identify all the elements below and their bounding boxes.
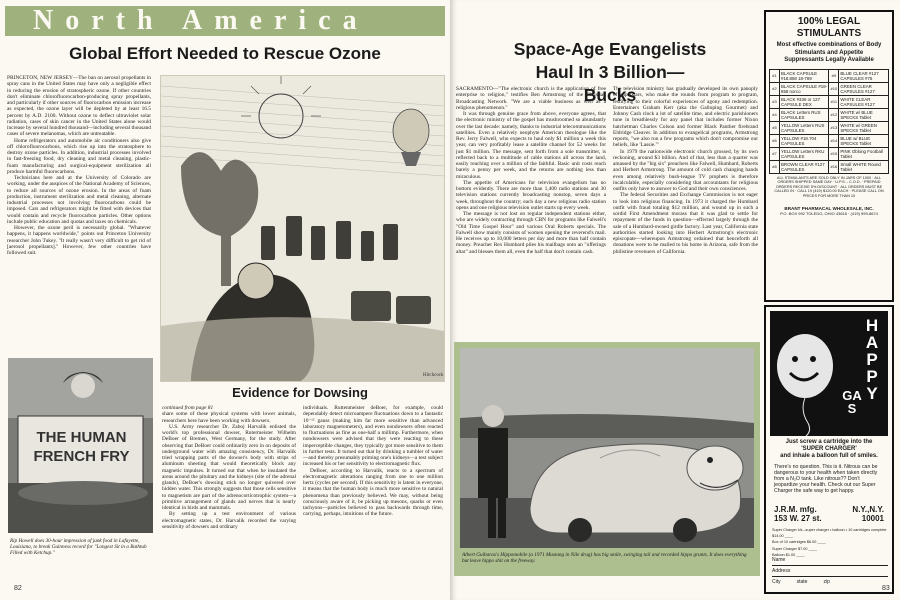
ozone-article-column: [7, 75, 151, 371]
right-page: [450, 0, 900, 600]
form-city-label: City: [772, 579, 781, 585]
stimulant-number: #13: [829, 121, 839, 134]
right-page-number: 83: [882, 585, 890, 592]
stimulant-description: YELLOW Letters RKU CAPSULES: [780, 147, 829, 160]
evangelists-paragraph: The television ministry has gradually developed its own panoply of superstars, who make the rounds from program to program, testifying to their colorful experiences of agony and redemption. Entertainers Graham Kerr (aka the Galloping Gourmet) and Johnny Cash clock a lot of satellite time, and electric parishioners tune in breathlessly for any panel that includes former Nixon hatchetman Charles Colson and former Black Panther firebrand Eldridge Cleaver. In addition to evangelical programs, Armstrong reports, "we also run a few programs which don't compromise our beliefs, like 'Lassie.'": [613, 86, 758, 149]
section-header: [5, 6, 445, 36]
stimulant-row: [770, 160, 889, 173]
stimulant-number: #11: [829, 95, 839, 108]
dowsing-paragraph: By setting up a test environment of various electromagnetic states, Dr. Harvalik recorded the varying sensitivity of dowsers and ordinary: [162, 511, 296, 530]
stimulants-ad-subhead: Most effective combinations of Body Stimulants and Appetite Suppressants Legally Available: [776, 42, 882, 63]
evangelists-paragraph: It was through genuine grace from above, everyone agrees, that the electronic ministry of the gospel has mushroomed so abundantly over the last decade: namely, thanks to industrial telecommunications satellites. Even a relatively neophyte American theologue like the Rev. Jerry Falwell, who expects to haul only $1 million a week this year, can very profitably lease a satellite channel for 52 weeks for just $1 million. The message, sent forth from a sole transmitter, is reflected back to a multitude of cable stations all across the land, easily reaching over a million of the faithful. Basic unit costs reach barely a penny per week, and the returns are nothing less than miraculous.: [456, 111, 606, 180]
hippo-photo: [460, 348, 754, 548]
stimulant-row: [770, 147, 889, 160]
ozone-paragraph: However, the ozone peril is necessarily global. "Whatever happens, it happens worldwide," points out Princeton University researcher John Tukey. "It really wasn't very difficult to get rid of [aerosol propellants]." However, few other countries have followed suit.: [7, 225, 151, 256]
illustration-credit: Hitchcock: [423, 373, 444, 378]
stimulant-row: [770, 82, 889, 95]
stimulant-description: WHITE w/ BLUE SPECKS Tablet: [839, 108, 889, 121]
stimulant-number: #6: [770, 134, 780, 147]
dowsing-paragraph: individuals. Ruttenmeister deBoer, for example, could dependably detect microampere fluctuations down to a fantastic 10⁻¹² gauss (making him far more sensitive than advanced laboratory magnetometers), and even nondowsers often reacted to fluctuations as fine as one-half a millimp. Furthermore, when nondowsers were advised that they were reacting to these imperceptible changes, they typically got more sensitive to them in further tests. It turned out that by drinking a tumbler of water—and thereby presumably priming one's kidneys—a test subject increased his or her sensitivity to electromagnetic flux.: [303, 405, 443, 468]
stimulant-number: #9: [829, 69, 839, 82]
stimulant-number: #4: [770, 108, 780, 121]
stimulant-number: #7: [770, 147, 780, 160]
dowsing-continued: continued from page 81: [162, 405, 214, 411]
evangelists-paragraph: The appetite of Americans for television evangelism has no bottom evidently. There are more than 1,400 radio stations and 30 television stations currently broadcasting nonstop, seven days a week, throughout the country; each day a new religious radio station opens and one religious television outlet starts up every week.: [456, 179, 606, 211]
form-state-label: state: [796, 579, 808, 585]
ketchup-photo-caption: Rip Howell does 30-hour impression of junk food in Lafayette, Louisiana, to break Guinness record for "Longest Sit in a Bathtub Filled with Ketchup.": [10, 538, 147, 556]
stimulant-number: #16: [829, 160, 839, 173]
hippo-photo-caption: Albert Guibaras's Hippomobile (a 1971 Mustang in Nile drag) has big smile, swinging tail and recorded hippo grunts. It does everything but leave hippo shit on the freeway.: [462, 552, 747, 564]
section-header-text: North America: [33, 5, 369, 36]
form-address-label: Address: [772, 568, 791, 574]
stimulants-ad-headline: 100% LEGAL STIMULANTS: [796, 16, 862, 39]
happy-gas-tagline-3: and inhale a balloon full of smiles.: [780, 453, 878, 459]
dowsing-column-1: [162, 405, 296, 585]
stimulant-number: #12: [829, 108, 839, 121]
happy-gas-ad: [764, 305, 894, 594]
ozone-illustration: [160, 75, 445, 382]
stimulant-row: [770, 121, 889, 134]
dowsing-paragraph: DeBoer, according to Harvalik, reacts to a spectrum of electromagnetic alterations ranging from one to one million hertz (cycles per second). If this sensitivity is latent in everyone, it means that the human body is much more sensitive to natural phenomena than previously believed. We may, without being consciously aware of it, be picking up mesons, quarks or even tachyons—particles believed to pass backwards through time, carrying, perhaps, intuitions of the future.: [303, 467, 443, 518]
form-name-label: Name: [772, 557, 786, 563]
stimulant-description: BLACK Letters RUS CAPSULES: [780, 108, 829, 121]
stimulant-description: BLACK #336 or 127 CAPSULE DEX: [780, 95, 829, 108]
evangelists-paragraph: SACRAMENTO—"The electronic church is the application of free enterprise to religion," testifies Ben Armstrong of the Christian Broadcasting Network. "We are a viable business as well as a religious phenomenon.": [456, 86, 606, 111]
order-line[interactable]: Super Charger kit—super charger • balloon • 10 cartridges complete $14.00 ____: [772, 528, 887, 539]
dowsing-headline: Evidence for Dowsing: [232, 385, 368, 400]
stimulant-description: PINK Oblong Football Tablet: [839, 147, 889, 160]
stimulants-address: P.O. BOX 992 TOLEDO, OHIO 43616 · (419) 999-8674: [780, 211, 878, 216]
ozone-paragraph: PRINCETON, NEW JERSEY—The ban on aerosol propellants in spray cans in the United States may have only a negligible effect in reducing the erosion of stratospheric ozone. If other countries don't eliminate chlorofluorocarbon-producing spray propellants, and particularly if other sources of fluorocarbon emission increase as expected, the ozone layer will be depleted by at least 16.5 percent by A.D. 2100. Without ozone to deflect ultraviolet solar radiation, cases of skin cancer in the United States alone would increase by several hundred thousand—including several thousand cases of severe melanomas, which are untreatable.: [7, 75, 151, 138]
stimulant-description: Small WHITE Round Tablet: [839, 160, 889, 173]
happy-gas-tagline-1: Just screw a cartridge into the: [785, 439, 873, 445]
order-line[interactable]: Balloon $1.00 ____: [772, 552, 805, 557]
left-page-number: 82: [14, 585, 22, 592]
happy-gas-banner: [770, 311, 888, 436]
stimulant-number: #1: [770, 69, 780, 82]
stimulant-row: [770, 134, 889, 147]
ketchup-sign: THE HUMAN FRENCH FRY: [33, 429, 130, 465]
evangelists-column-2: [613, 86, 758, 336]
happy-gas-body: There's no question. This is it. Nitrous can be dangerous to your health when taken directly from a N₂O tank. Like nitrous?? Don't jeopardize your health. Check out our Super Charger the safe way to get happy.: [774, 464, 878, 494]
happy-gas-company: J.R.M. mfg.: [774, 505, 817, 514]
order-line[interactable]: Box of 10 cartridges $6.00 ____: [772, 540, 826, 545]
happy-gas-address: 153 W. 27 st.: [774, 514, 822, 523]
ozone-illustration-drawing: [161, 76, 444, 381]
evangelists-paragraph: The message is not lost on regular independent stations either, who are widely contracting through CBN for programs like Falwell's "Old Time Gospel Hour" and various Oral Roberts specials. The Falwell show mainly consists of women opening the reverend's mail. He receives up to 10,000 letters per day and more than half contain money. Preacher Rex Humbard piles his mailbags onto an "offerings altar" and blesses them all, even the half that don't contain cash.: [456, 211, 606, 255]
order-line[interactable]: Super Charger $7.00 ____: [772, 546, 817, 551]
stimulant-number: #10: [829, 82, 839, 95]
happy-gas-zip: 10001: [861, 514, 884, 523]
stimulant-number: #8: [770, 160, 780, 173]
stimulant-description: YELLOW Letters RUS CAPSULES: [780, 121, 829, 134]
form-address-field[interactable]: [772, 566, 888, 577]
stimulant-number: #14: [829, 134, 839, 147]
stimulant-description: BLACK CAPSULE #18-858 norco: [781, 83, 828, 94]
dowsing-paragraph: share some of these physical systems with lower animals, researchers here have been working with dowsers.: [162, 411, 296, 424]
stimulants-fine-print: ALL STIMULANTS ARE SOLD ONLY IN JARS OF 1000 · ALL ORDERS SHIPPED SAME DAY · U.P.S. - C.O.D. · PREPAID ORDERS RECEIVE 5% DISCOUNT · ALL ORDERS MUST BE CALLED IN · CALL 19 (419) $120.00 EACH · PLEASE CALL ON PRICES FOR MORE THAN 10: [774, 175, 884, 198]
ozone-headline: Global Effort Needed to Rescue Ozone: [69, 44, 381, 63]
hippo-photo-image: [460, 348, 754, 548]
gas-word: GAS: [842, 388, 862, 416]
hippo-photo-frame: [454, 342, 760, 576]
stimulant-description: WHITE w/ GREEN SPECKS Tablet: [839, 121, 889, 134]
happy-gas-city: N.Y.,N.Y.: [852, 505, 884, 514]
stimulants-company: BRANT PHARMACAL WHOLESALE, INC.: [784, 206, 874, 211]
evangelists-headline: Space-Age Evangelists Haul In 3 Billion—Bucks: [513, 39, 707, 105]
stimulant-row: [770, 95, 889, 108]
form-city-field[interactable]: [772, 577, 888, 587]
stimulant-description: BLACK CAPSULE #18.858 18-789: [780, 69, 829, 82]
stimulant-description: GREEN CLEAR CAPSULES #127: [839, 82, 889, 95]
dowsing-column-2: [303, 405, 443, 585]
ozone-paragraph: Home refrigerators and automobile air conditioners also give off chlorofluorocarbons, which rise up into the stratosphere to destroy ozone particles. In addition, industrial processes involved in fast-freezing food, dry cleaning and metal cleaning, plastic-foam manufacturing and surgical-equipment sterilization all produce harmful fluorocarbons.: [7, 137, 151, 175]
stimulant-description: BROWN CLEAR #127 CAPSULES: [780, 160, 829, 173]
stimulant-description: BLUE w/ BLUE SPECKS Tablet: [839, 134, 889, 147]
evangelists-column-1: [456, 86, 606, 336]
stimulant-number: #15: [829, 147, 839, 160]
form-zip-label: zip: [823, 579, 830, 585]
dowsing-paragraph: U.S. Army researcher Dr. Zaboj Harvalik enlisted the world's top professional dowser, Rutermeister Wilhelm DeBoer of Bremen, West Germany, for the study. After observing that DeBoer could ordinarily zero in on deposits of underground water with amazing consistency, Dr. Harvalik tried wrapping parts of the dowser's body with strips of aluminum sheeting that would theoretically block any magnetic impulses. It turned out that when he insulated the areas around the pituitary and the kidneys (site of the adrenal glands), DeBoer's dowsing stick no longer quivered over hidden water. This strongly suggests that those cells sensitive to magnetism are part of the adrenocorticotrophic system—a primitive arrangement of glands and nerves that is nearly identical in birds and mammals.: [162, 423, 296, 511]
stimulant-number: #3: [770, 95, 780, 108]
stimulant-row: [770, 108, 889, 121]
happy-gas-tagline-2: 'SUPER CHARGER': [801, 446, 857, 452]
evangelists-paragraph: In 1979 the nationwide electronic church grossed, by its own reckoning, around $3 billion. And of that, less than a quarter was amassed by the "big six" preachers like Falwell, Humbard, Roberts and Herbert Armstrong. The amount of cold cash changing hands even among relatively bush-league TV prophets is therefore incalculable, especially considering that accountants for religious outfits only have to answer to God and their own consciences.: [613, 148, 758, 192]
stimulant-description: BLUE CLEAR #127 CAPSULES #75: [839, 69, 889, 82]
form-name-field[interactable]: [772, 555, 888, 566]
happy-word: HAPPY: [865, 316, 879, 403]
stimulant-description: YELLOW #18.704 CAPSULES: [780, 134, 829, 147]
evangelists-paragraph: The federal Securities and Exchange Commission is not eager to look into religious financing. In 1973 it charged the Humbard outfit with fraud totaling $12 million, and wound up in such a sordid First Amendment morass that it was glad to settle for repayment of the funds in question—effected largely through the sale of a Humbard-owned girdle factory. Last year, California state authorities started looking into Herbert Armstrong's electronic episcopate—whereupon Armstrong ordained that henceforth all donations were to be mailed to his home in Arizona, safe from the philistine revenuers of California.: [613, 192, 758, 255]
stimulant-row: [770, 69, 889, 82]
stimulants-ad: [764, 10, 894, 302]
stimulant-number: #2: [770, 82, 780, 95]
ketchup-photo: [8, 358, 153, 533]
stimulant-number: #5: [770, 121, 780, 134]
ozone-paragraph: Technicians here and at the University of Colorado are working, under the auspices of the National Academy of Sciences, to reduce all sources of ozone erosion. In the areas of foam production, instrument sterilization and metal cleaning, alternate industrial processes not involving fluorocarbons could be imposed. Cars and refrigerators might be fitted with devices that would contain and recycle fluorocarbon particles. Other options include public education and quotas and taxes on chemicals.: [7, 175, 151, 225]
stimulant-description: WHITE CLEAR CAPSULES #127: [839, 95, 889, 108]
stimulants-table: [769, 69, 889, 174]
